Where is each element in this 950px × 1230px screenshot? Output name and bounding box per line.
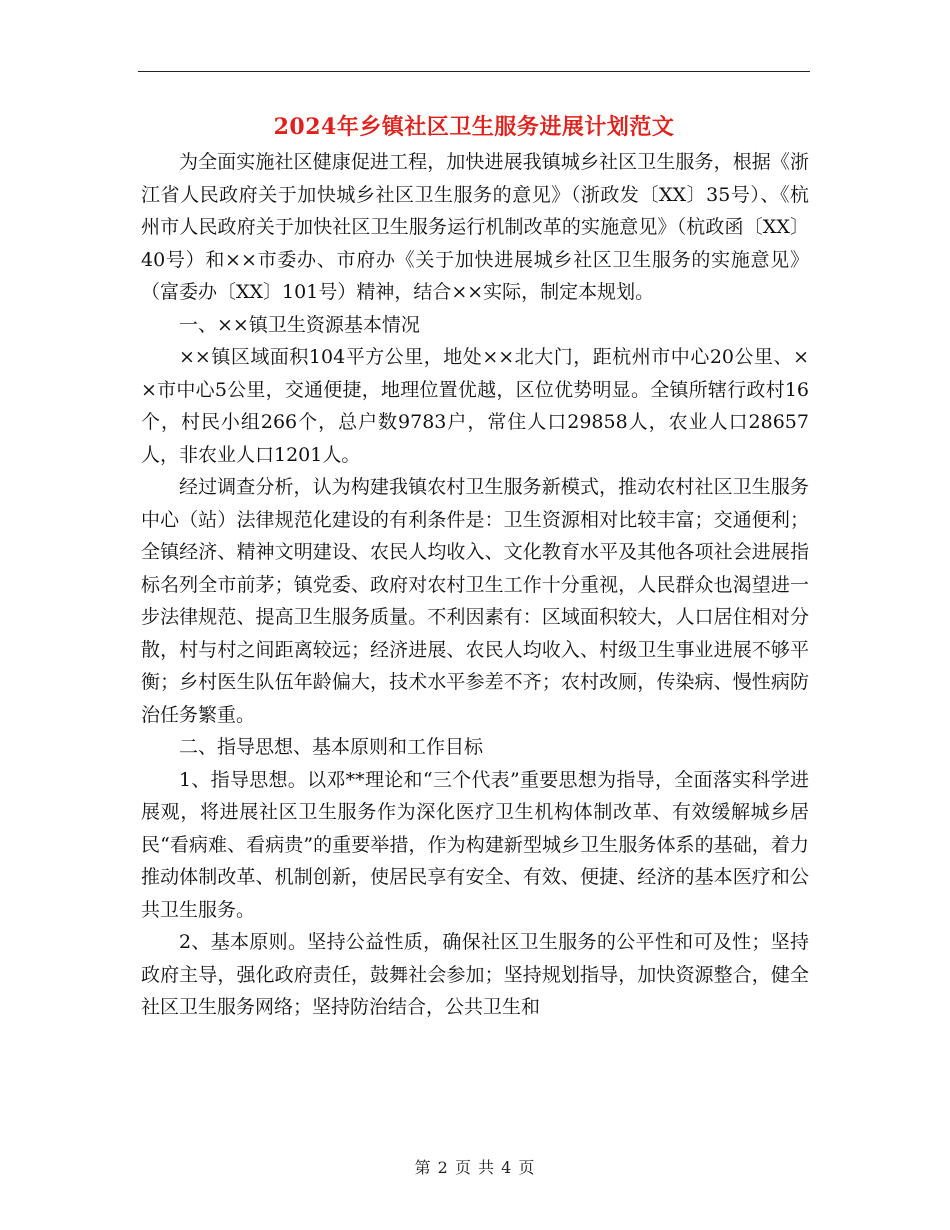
document-title: 2024年乡镇社区卫生服务进展计划范文: [273, 114, 675, 140]
section-heading-guiding: 二、指导思想、基本原则和工作目标: [179, 736, 484, 758]
header-rule: [138, 71, 810, 72]
section-heading-resources: 一、××镇卫生资源基本情况: [179, 313, 420, 336]
paragraph-basic-principles: 2、基本原则。坚持公益性质，确保社区卫生服务的公平性和可及性；坚持政府主导，强化政府责任，鼓舞社会参加；坚持规划指导，加快资源整合，健全社区卫生服务网络；坚持防治结合，公共卫生和: [141, 931, 809, 1018]
page-number: 第 2 页 共 4 页: [414, 1158, 536, 1177]
paragraph-town-overview: ××镇区域面积104平方公里，地处××北大门，距杭州市中心20公里、××市中心5公里，交通便捷，地理位置优越，区位优势明显。全镇所辖行政村16个，村民小组266个，总户数9783户，常住人口29858人，农业人口28657人，非农业人口1201人。: [141, 346, 809, 466]
document-body: [141, 146, 809, 1024]
paragraph-guiding-thought: 1、指导思想。以邓**理论和“三个代表”重要思想为指导，全面落实科学进展观，将进展社区卫生服务作为深化医疗卫生机构体制改革、有效缓解城乡居民“看病难、看病贵”的重要举措，作为构建新型城乡卫生服务体系的基础，着力推动体制改革、机制创新，使居民享有安全、有效、便捷、经济的基本医疗和公共卫生服务。: [141, 768, 809, 921]
paragraph-analysis: 经过调查分析，认为构建我镇农村卫生服务新模式，推动农村社区卫生服务中心（站）法律规范化建设的有利条件是：卫生资源相对比较丰富；交通便利；全镇经济、精神文明建设、农民人均收入、文化教育水平及其他各项社会进展指标名列全市前茅；镇党委、政府对农村卫生工作十分重视，人民群众也渴望进一步法律规范、提高卫生服务质量。不利因素有：区域面积较大，人口居住相对分散，村与村之间距离较远；经济进展、农民人均收入、村级卫生事业进展不够平衡；乡村医生队伍年龄偏大，技术水平参差不齐；农村改厕，传染病、慢性病防治任务繁重。: [141, 476, 809, 726]
paragraph-intro: 为全面实施社区健康促进工程，加快进展我镇城乡社区卫生服务，根据《浙江省人民政府关于加快城乡社区卫生服务的意见》（浙政发〔XX〕35号）、《杭州市人民政府关于加快社区卫生服务运行机制改革的实施意见》（杭政函〔XX〕40号）和××市委办、市府办《关于加快进展城乡社区卫生服务的实施意见》（富委办〔XX〕101号）精神，结合××实际，制定本规划。: [141, 151, 809, 303]
